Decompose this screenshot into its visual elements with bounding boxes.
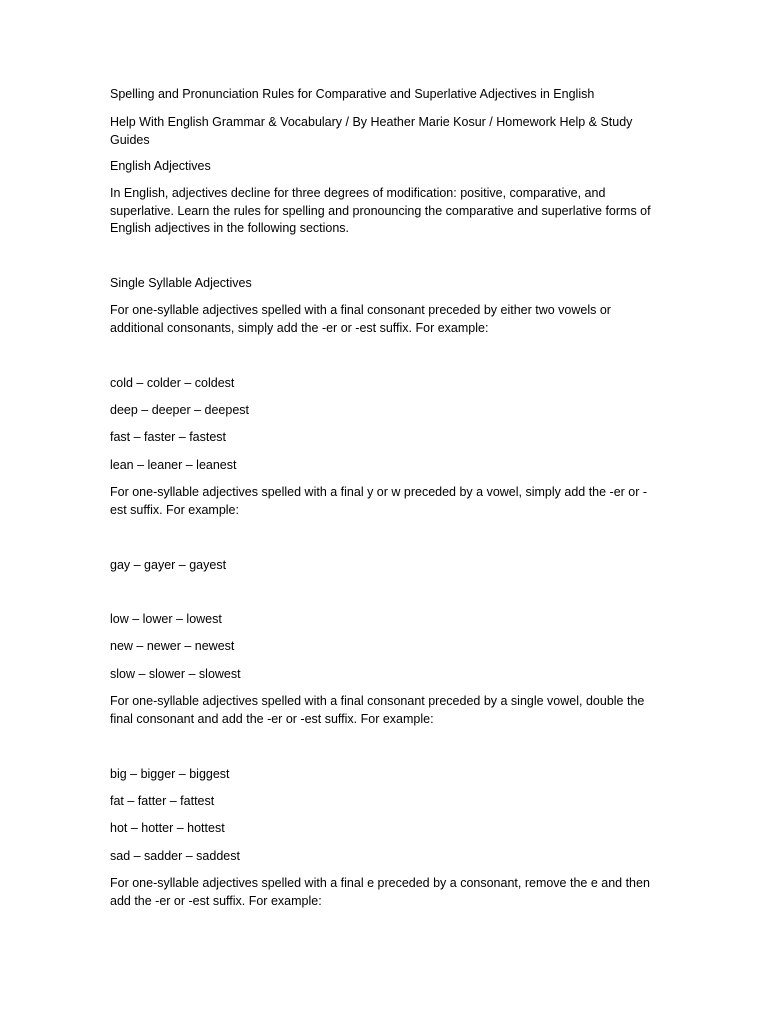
section-heading: English Adjectives — [110, 159, 211, 173]
rule-paragraph: For one-syllable adjectives spelled with a final e preceded by a consonant, remove the e and then add the -er or -est suffix. For example: — [110, 876, 650, 908]
example-line: sad – sadder – saddest — [110, 849, 240, 863]
example-line: lean – leaner – leanest — [110, 458, 237, 472]
rule-paragraph: For one-syllable adjectives spelled with a final consonant preceded by a single vowel, double the final consonant and add the -er or -est suffix. For example: — [110, 694, 645, 726]
example-line: gay – gayer – gayest — [110, 558, 227, 572]
subsection-heading: Single Syllable Adjectives — [110, 276, 252, 290]
example-line: slow – slower – slowest — [110, 667, 241, 681]
example-line: fast – faster – fastest — [110, 430, 227, 444]
example-line: big – bigger – biggest — [110, 767, 230, 781]
intro-paragraph: In English, adjectives decline for three degrees of modification: positive, comparative, and superlative. Learn the rules for spelling and pronouncing the comparative and superlative forms of English adjectives in the following sections. — [110, 186, 651, 235]
example-line: new – newer – newest — [110, 639, 235, 653]
example-line: low – lower – lowest — [110, 612, 222, 626]
example-line: deep – deeper – deepest — [110, 403, 250, 417]
rule-paragraph: For one-syllable adjectives spelled with a final consonant preceded by either two vowels or additional consonants, simply add the -er or -est suffix. For example: — [110, 303, 611, 335]
byline: Help With English Grammar & Vocabulary / By Heather Marie Kosur / Homework Help & Study Guides — [110, 115, 633, 147]
example-line: fat – fatter – fattest — [110, 794, 215, 808]
rule-paragraph: For one-syllable adjectives spelled with a final y or w preceded by a vowel, simply add the -er or -est suffix. For example: — [110, 485, 648, 517]
document-title: Spelling and Pronunciation Rules for Comparative and Superlative Adjectives in English — [110, 87, 595, 101]
example-line: hot – hotter – hottest — [110, 821, 225, 835]
example-line: cold – colder – coldest — [110, 376, 235, 390]
